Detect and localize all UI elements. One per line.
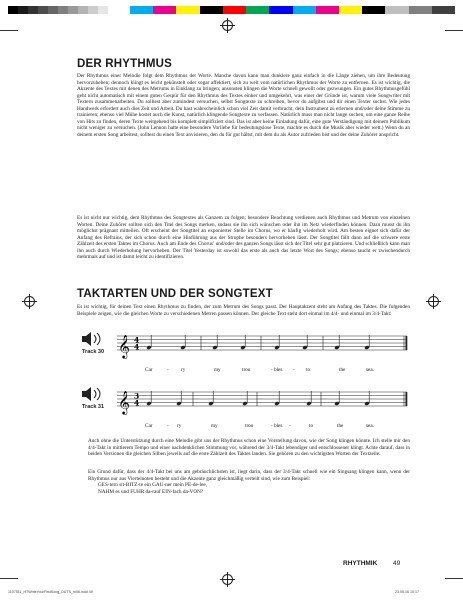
body-text: [88, 469, 410, 495]
lyric-syllable: ry: [177, 423, 182, 429]
registration-mark-icon: [222, 20, 233, 31]
color-swatch: [385, 6, 408, 14]
lyric-syllable: my: [211, 423, 218, 429]
print-slug: 1107511_HTWriteYourFirstSong_DUTS_rx06.indd 49: [8, 590, 93, 594]
time-signature-bottom: 4: [134, 398, 140, 408]
color-swatch: [223, 6, 246, 14]
gray-swatch: [98, 6, 108, 14]
color-swatch: [246, 6, 269, 14]
body-text: [77, 215, 410, 261]
paragraph: Der Rhythmus einer Melodie folgt dem Rhythmus der Worte. Manche davon kann man dunklere ganz einfach in die Länge ziehen, um ihre Bedeutung hervorzuheben; dennoch klingt es leicht gekünstelt oder sogar affektiert, sich zu weit vom natürlichen Rhythmus der Worte zu entfernen. Es ist wichtig, die Akzente des Textes mit denen des Metrums in Einklang zu bringen; ansonsten klingen die Worte schnell gewollt oder gezwungen. Ein gutes Rhythmusgefühl geht nicht automatisch mit einem guten Gespür für den Rhythmus des Textes einher und umgekehrt, was einer der Gründe ist, warum viele Songwriter mit Textern zusammenarbeiten. Du solltest aber zumindest versuchen, selbst Songtexte zu schreiben, bevor du aufgibst und dir einen Texter suchst. Wie jedes Handwerk erfordert auch dies Zeit und Arbeit. Du hast wahrscheinlich schon viel Zeit damit verbracht, dein Instrument zu erlernen und/oder deine Stimme zu trainieren; ebenso viel Mühe kostet auch die Kunst, natürlich klingende Songtexte zu verfassen. Natürlich muss man nicht lange suchen, um eine ganze Reihe von Hits zu finden, deren Texte weitgehend bis komplett simplifiziert sind. Das ist aber keine Einladung dafür, eine gute Verständigung mit deinem Publikum nicht weniger zu versuchen. (John Lennon hatte eine besondere Vorliebe für bedeutungslose Texte, machte es durch die Musik aber wieder wett.) Wenn du an deinem ersten Song arbeitest, solltest du einen Text anvisieren, den du für gut hältst, mit dem du als Autor zufrieden bist und der deine Zuhörer anspricht.: [77, 73, 410, 138]
gray-swatch: [68, 6, 78, 14]
treble-clef-icon: 𝄞: [118, 390, 130, 414]
color-swatch: [339, 6, 362, 14]
print-slug-date: 23.05.16 10:17: [395, 590, 419, 594]
crop-mark: [445, 578, 463, 579]
lyric-syllable: -: [289, 423, 291, 429]
lyric-syllable: my: [214, 367, 221, 373]
color-swatch: [200, 6, 223, 14]
color-swatch: [362, 6, 385, 14]
color-swatch: [409, 6, 432, 14]
lyric-syllable: trou: [245, 423, 254, 429]
gray-swatch: [38, 6, 48, 14]
registration-mark-icon: [428, 296, 439, 307]
time-signature-top: 3: [134, 391, 140, 401]
gray-swatch: [18, 6, 28, 14]
gray-swatch: [78, 6, 88, 14]
time-signature-top: 4: [134, 335, 140, 345]
paragraph: Auch ohne die Unterstützung durch eine Melodie gibt uns der Rhythmus schon eine Vorstellung davon, wie der Song klingen könnte. Ich stelle mir den 4/4-Takt in mittlerem Tempo und einer nachdenklichen Stimmung vor, während der 3/4-Takt lebendiger und entschlossener klingt. Achte darauf, dass in beiden Versionen die gleichen Silben jeweils auf die erste Zählzeit des Taktes landen. Sie gehören zu den wichtigsten Worten der Textzeile.: [88, 438, 410, 457]
lyric-syllable: - bles: [271, 367, 283, 373]
lyric-syllable: -: [167, 367, 169, 373]
track-label: Track 30: [82, 349, 105, 355]
body-text: [88, 438, 410, 458]
gray-calibration-bar: [8, 6, 108, 14]
page-number: 49: [393, 560, 401, 567]
paragraph: Es ist nicht nur wichtig, dem Rhythmus des Songtextes als Ganzem zu folgen; besondere Beachtung verdienen auch Rhythmus und Metrum von einzelnen Worten. Deine Zuhörer sollten sich den Titel des Songs merken, sodass sie ihn sich wünschen oder ihn im Netz wiederfinden können. Dazu musst du ihn möglichst prägnant mitteilen. Oft erscheint der Songtitel an exponierter Stelle im Chorus, wo er häufig wiederholt wird. Am besten eignet sich dafür der Anfang des Refrains, der sich schon durch eine Hinführung aus der Strophe besonders hervorheben lässt. Der Songtitel fällt dann auf die schwere erste Zählzeit des ersten Taktes im Chorus. Auch am Ende des Chorus’ und/oder des ganzen Songs lässt sich der Titel sehr gut platzieren. Und schließlich kann man ihn auch durch Wiederholung hervorheben. Der Titel Yesterday ist sowohl das erste als auch das letzte Wort des Songs; ebenso taucht er zwischendurch mehrmals auf und ist damit leicht zu identifizieren.: [77, 215, 410, 260]
final-bar-thick: [406, 392, 408, 406]
lyric-syllable: Car: [145, 423, 153, 429]
crop-mark: [0, 578, 18, 579]
body-text: [77, 304, 410, 317]
time-signature-bottom: 4: [134, 342, 140, 352]
lyric-syllable: the: [337, 423, 344, 429]
lyric-syllable: trou: [242, 367, 251, 373]
color-calibration-bar: [130, 6, 455, 14]
footer-chapter-title: RHYTHMIK: [343, 560, 378, 567]
gray-swatch: [58, 6, 68, 14]
body-text: [77, 73, 410, 138]
color-swatch: [269, 6, 292, 14]
paragraph: Es ist wichtig, für deinen Text einen Rhythmus zu finden, der zum Metrum des Songs passt. Der Hauptakzent steht am Anfang des Taktes. Die folgenden Beispiele zeigen, wie die gleichen Worte zu verschiedenen Metren passen können. Der gleiche Text steht dort einmal im 4/4- und einmal im 3/4-Takt:: [77, 304, 410, 317]
color-swatch: [432, 6, 455, 14]
treble-clef-icon: 𝄞: [118, 334, 130, 358]
lyric-syllable: to: [306, 367, 311, 373]
speaker-icon: [80, 387, 106, 401]
registration-mark-icon: [222, 574, 233, 585]
paragraph: Ein Grund dafür, dass der 4/4-Takt bei uns am gebräuchlichsten ist, liegt darin, dass der 3/4-Takt schnell wie ein Singsang klingen kann, wenn der Rhythmus nur aus Viertelnoten besteht und die Akzente ganz gleichmäßig verteilt sind, wie zum Beispiel:: [88, 469, 410, 482]
lyric-syllable: to: [309, 423, 314, 429]
color-swatch: [316, 6, 339, 14]
lyric-syllable: ry: [181, 367, 186, 373]
gray-swatch: [88, 6, 98, 14]
music-staff-4-4: [117, 330, 414, 373]
track-label: Track 31: [82, 404, 105, 410]
lyric-syllable: Car: [145, 367, 153, 373]
section-heading-rhythmus: DER RHYTHMUS: [77, 58, 173, 70]
lyric-syllable: -: [167, 423, 169, 429]
example-line: NAHM es und FUHR da-rauf EIN-fach da-VON?: [98, 488, 204, 495]
lyric-syllable: sea.: [366, 367, 374, 373]
color-swatch: [153, 6, 176, 14]
color-swatch: [176, 6, 199, 14]
section-heading-taktarten: TAKTARTEN UND DER SONGTEXT: [77, 288, 273, 300]
music-staff-3-4: [117, 386, 414, 429]
color-swatch: [293, 6, 316, 14]
crop-mark: [0, 30, 18, 31]
gray-swatch: [8, 6, 18, 14]
gray-swatch: [28, 6, 38, 14]
lyric-syllable: sea.: [366, 423, 374, 429]
speaker-icon: [80, 332, 106, 346]
crop-mark: [445, 30, 463, 31]
example-line: GES-tern sit-BITZ-te ein GAU-ner mein PE-de-lee,: [98, 482, 208, 488]
color-swatch: [130, 6, 153, 14]
gray-swatch: [48, 6, 58, 14]
lyric-syllable: the: [339, 367, 346, 373]
lyric-syllable: -: [293, 367, 295, 373]
registration-mark-icon: [24, 296, 35, 307]
lyric-syllable: - bles: [271, 423, 283, 429]
final-bar-thick: [406, 336, 408, 350]
